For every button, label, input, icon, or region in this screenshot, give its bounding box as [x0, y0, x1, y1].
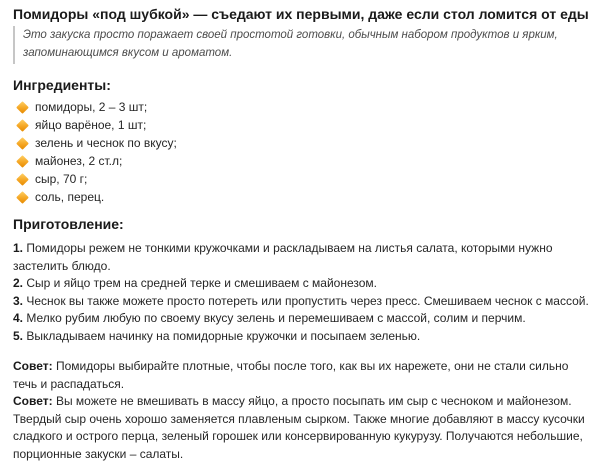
step-text: Мелко рубим любую по своему вкусу зелень и перемешиваем с массой, солим и перчим. [26, 311, 526, 325]
ingredient-text: соль, перец. [35, 190, 105, 204]
step-number: 2. [13, 276, 24, 290]
diamond-icon [16, 119, 29, 132]
tip-label: Совет: [13, 359, 53, 373]
ingredient-text: яйцо варёное, 1 шт; [35, 118, 147, 132]
step-text: Помидоры режем не тонкими кружочками и раскладываем на листья салата, которыми нужно застелить блюдо. [13, 241, 553, 273]
preparation-steps [13, 240, 591, 345]
ingredient-text: зелень и чеснок по вкусу; [35, 136, 177, 150]
intro-quote: Это закуска просто поражает своей простотой готовки, обычным набором продуктов и ярким, запоминающимся вкусом и ароматом. [13, 26, 587, 64]
tip-item [13, 358, 591, 393]
ingredient-text: сыр, 70 г; [35, 172, 88, 186]
tips-section [13, 358, 591, 463]
step-number: 4. [13, 311, 24, 325]
preparation-heading: Приготовление: [13, 216, 124, 232]
ingredient-item [17, 116, 177, 134]
tip-item [13, 393, 591, 463]
ingredients-list [17, 98, 177, 206]
step-number: 3. [13, 293, 24, 308]
step-text: Чеснок вы также можете просто потереть или пропустить через пресс. Смешиваем чеснок с массой. [26, 293, 589, 308]
step-number: 5. [13, 328, 24, 343]
step-item [13, 240, 591, 275]
diamond-icon [16, 173, 29, 186]
step-text: Выкладываем начинку на помидорные кружочки и посыпаем зеленью. [26, 328, 421, 343]
ingredient-item [17, 188, 177, 206]
step-text: Сыр и яйцо трем на средней терке и смешиваем с майонезом. [26, 276, 377, 290]
tip-text: Помидоры выбирайте плотные, чтобы после того, как вы их нарежете, они не стали сильно течь и распадаться. [13, 359, 569, 391]
tip-label: Совет: [13, 394, 53, 408]
step-number: 1. [13, 241, 24, 255]
article-title: Помидоры «под шубкой» — съедают их первыми, даже если стол ломится от еды [13, 6, 589, 22]
ingredient-text: помидоры, 2 – 3 шт; [35, 100, 148, 114]
ingredient-item [17, 134, 177, 152]
diamond-icon [16, 191, 29, 204]
step-item [13, 275, 591, 293]
diamond-icon [16, 101, 29, 114]
ingredient-text: майонез, 2 ст.л; [35, 154, 123, 168]
diamond-icon [16, 137, 29, 150]
step-item [13, 328, 591, 346]
tip-text: Вы можете не вмешивать в массу яйцо, а просто посыпать им сыр с чесноком и майонезом. Твердый сыр очень хорошо заменяется плавленым сырком. Также многие добавляют в массу кусочки сладкого и острого перца, зеленый горошек или консервированную кукурузу. Получаются небольшие, порционные закуски – салаты. [13, 394, 585, 461]
step-item [13, 310, 591, 328]
ingredient-item [17, 170, 177, 188]
ingredients-heading: Ингредиенты: [13, 77, 111, 93]
ingredient-item [17, 152, 177, 170]
step-item [13, 293, 591, 311]
ingredient-item [17, 98, 177, 116]
diamond-icon [16, 155, 29, 168]
